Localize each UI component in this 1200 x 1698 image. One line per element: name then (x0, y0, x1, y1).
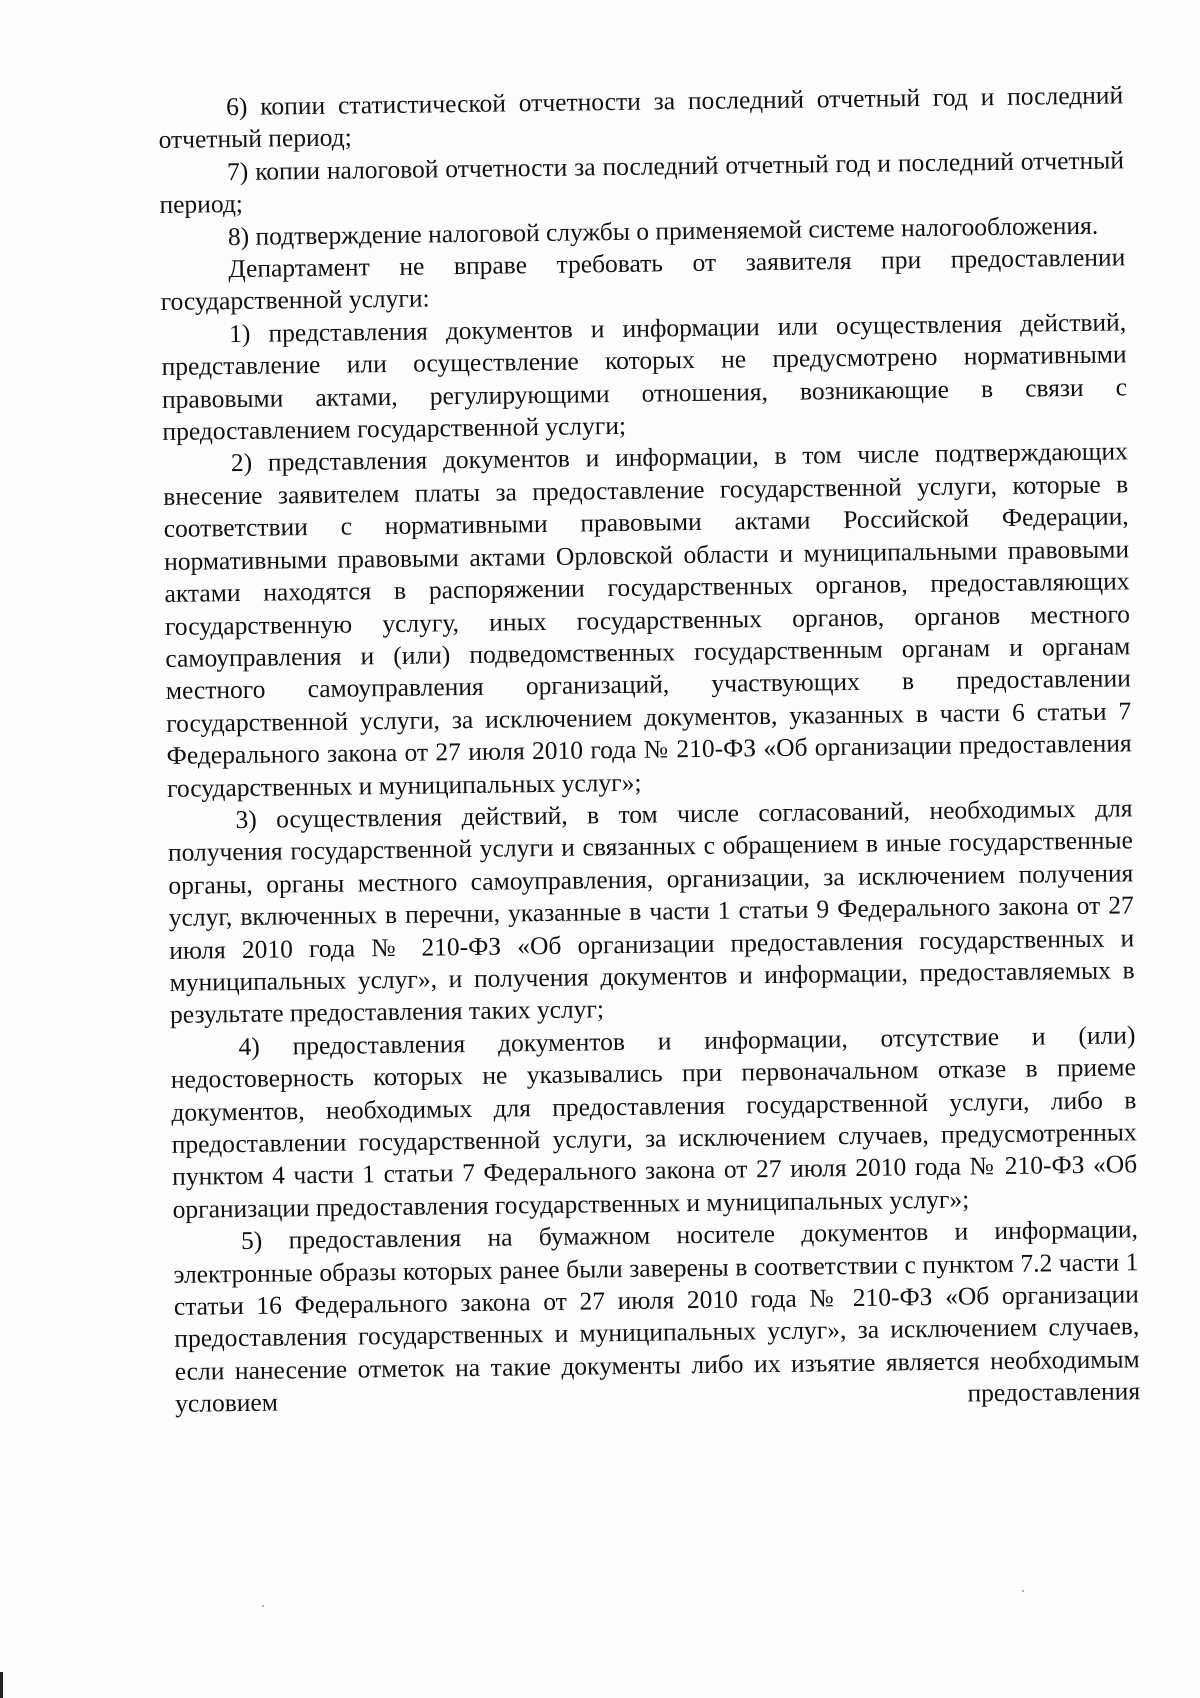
restriction-2: 2) представления документов и информации, в том числе подтверждающих внесение заявителем платы за предоставление государственной услуги, которые в соответствии с нормативными правовыми актами Российской Федерации, нормативными правовыми актами Орловской области и муниципальными правовыми актами находятся в распоряжении государственных органов, предоставляющих государственную услугу, иных государственных органов, органов местного самоуправления и (или) подведомственных государственным органам и органам местного самоуправления организаций, участвующих в предоставлении государственной услуги, за исключением документов, указанных в части 6 статьи 7 Федерального закона от 27 июля 2010 года № 210-ФЗ «Об организации предоставления государственных и муниципальных услуг»; (163, 436, 1132, 803)
item-7-tax-reports: 7) копии налоговой отчетности за последний отчетный год и последний отчетный период; (159, 145, 1125, 220)
item-8-tax-system-confirmation: 8) подтверждение налоговой службы о применяемой системе налогообложения. (227, 210, 1099, 251)
restriction-5: 5) предоставления на бумажном носителе документов и информации, электронные образы которых ранее были заверены в соответствии с пунктом 7.2 части 1 статьи 16 Федерального закона от 27 июля 2010 года № 210-ФЗ «Об организации предоставления государственных и муниципальных услуг», за исключением случаев, если нанесение отметок на такие документы либо их изъятие является необходимым условием предоставления (173, 1214, 1141, 1419)
item-6-statistical-reports: 6) копии статистической отчетности за последний отчетный год и последний отчетный период; (158, 80, 1124, 155)
restriction-4: 4) предоставления документов и информации, отсутствие и (или) недостоверность которых не указывались при первоначальном отказе в приеме документов, необходимых для предоставления государственной услуги, либо в предоставлении государственной услуги, за исключением случаев, предусмотренных пунктом 4 части 1 статьи 7 Федерального закона от 27 июля 2010 года № 210-ФЗ «Об организации предоставления государственных и муниципальных услуг»; (170, 1020, 1138, 1224)
scan-edge-mark (0, 1672, 3, 1698)
restriction-1: 1) представления документов и информации или осуществления действий, представление или осуществление которых не предусмотрено нормативными правовыми актами, регулирующими отношения, возникающие в связи с предоставлением государственной услуги; (161, 307, 1128, 447)
scan-speck (1022, 1590, 1024, 1592)
document-body (158, 79, 1140, 1420)
restriction-3: 3) осуществления действий, в том числе согласований, необходимых для получения государственной услуги и связанных с обращением в иные государственные органы, органы местного самоуправления, организации, за исключением получения услуг, включенных в перечни, указанные в части 1 статьи 9 Федерального закона от 27 июля 2010 года № 210-ФЗ «Об организации предоставления государственных и муниципальных услуг», и получения документов и информации, предоставляемых в результате предоставления таких услуг; (167, 793, 1135, 1030)
scan-speck (262, 1605, 264, 1607)
department-restrictions-intro: Департамент не вправе требовать от заявителя при предоставлении государственной услуги: (160, 242, 1126, 317)
